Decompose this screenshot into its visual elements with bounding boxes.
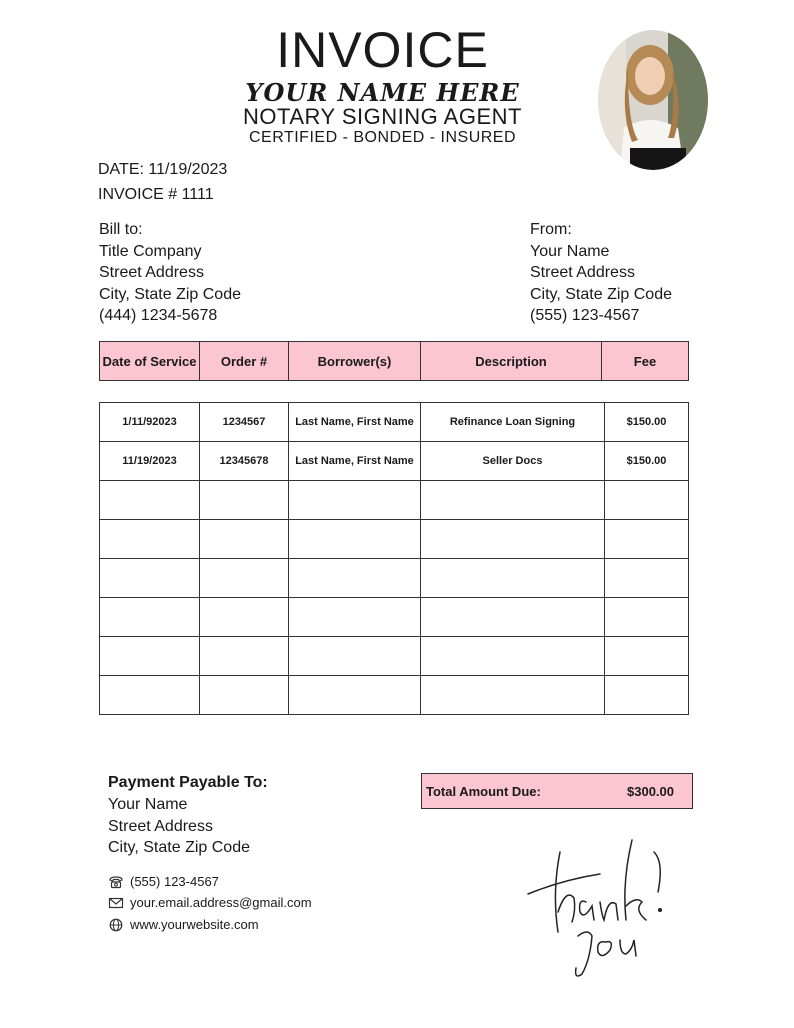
total-label: Total Amount Due: <box>426 783 541 799</box>
cell-borrower <box>289 481 421 520</box>
cell-date <box>100 676 200 715</box>
column-header-date: Date of Service <box>100 342 200 381</box>
from-label: From: <box>530 221 572 238</box>
cell-date <box>100 598 200 637</box>
table-row <box>100 403 689 442</box>
contact-website-text: www.yourwebsite.com <box>130 917 259 932</box>
invoice-number: INVOICE # 1111 <box>98 186 214 203</box>
cell-borrower <box>289 520 421 559</box>
cell-date <box>100 559 200 598</box>
mail-icon <box>108 895 124 911</box>
cell-date: 11/19/2023 <box>100 442 200 481</box>
cell-date: 1/11/92023 <box>100 403 200 442</box>
cell-order <box>200 676 289 715</box>
business-credentials: CERTIFIED - BONDED - INSURED <box>248 129 517 146</box>
cell-description <box>421 559 605 598</box>
from-line: Your Name <box>530 242 610 260</box>
cell-description <box>421 598 605 637</box>
cell-borrower <box>289 676 421 715</box>
cell-fee <box>605 559 689 598</box>
cell-description <box>421 676 605 715</box>
profile-photo <box>598 30 708 170</box>
bill-to-line: (444) 1234-5678 <box>99 307 218 324</box>
bill-to-line: Street Address <box>99 264 204 281</box>
cell-date <box>100 481 200 520</box>
cell-borrower <box>289 637 421 676</box>
table-row <box>100 520 689 559</box>
phone-icon <box>108 874 124 890</box>
contact-email <box>108 894 312 912</box>
from-line: City, State Zip Code <box>530 285 672 303</box>
payment-line: City, State Zip Code <box>108 839 250 856</box>
bill-to-label: Bill to: <box>99 221 143 238</box>
cell-date <box>100 637 200 676</box>
cell-description <box>421 637 605 676</box>
business-name: YOUR NAME HERE <box>245 78 520 107</box>
cell-fee <box>605 676 689 715</box>
thank-you-signature <box>522 832 678 982</box>
cell-date <box>100 520 200 559</box>
cell-description: Refinance Loan Signing <box>421 403 605 442</box>
payment-block <box>108 794 250 859</box>
total-value: $300.00 <box>627 783 674 799</box>
column-header-description: Description <box>421 342 602 381</box>
cell-borrower <box>289 598 421 637</box>
contact-phone-text: (555) 123-4567 <box>130 874 219 889</box>
invoice-title: INVOICE <box>276 22 489 78</box>
globe-icon <box>108 917 124 933</box>
bill-to-line: City, State Zip Code <box>99 285 241 303</box>
column-header-borrower: Borrower(s) <box>289 342 421 381</box>
cell-borrower <box>289 559 421 598</box>
cell-order <box>200 598 289 637</box>
from-block <box>530 219 672 327</box>
cell-description <box>421 520 605 559</box>
cell-description: Seller Docs <box>421 442 605 481</box>
cell-fee <box>605 481 689 520</box>
cell-order: 1234567 <box>200 403 289 442</box>
contact-phone <box>108 873 219 891</box>
from-line: Street Address <box>530 264 635 281</box>
table-row <box>100 676 689 715</box>
cell-order <box>200 520 289 559</box>
payment-line: Your Name <box>108 796 188 813</box>
bill-to-block <box>99 219 241 327</box>
contact-email-text: your.email.address@gmail.com <box>130 895 312 910</box>
table-row <box>100 481 689 520</box>
from-line: (555) 123-4567 <box>530 307 640 324</box>
cell-order: 12345678 <box>200 442 289 481</box>
cell-fee <box>605 598 689 637</box>
cell-order <box>200 481 289 520</box>
payment-title: Payment Payable To: <box>108 774 268 791</box>
total-amount-box <box>421 773 693 809</box>
bill-to-line: Title Company <box>99 242 202 260</box>
cell-fee <box>605 520 689 559</box>
cell-borrower: Last Name, First Name <box>289 442 421 481</box>
cell-description <box>421 481 605 520</box>
column-header-fee: Fee <box>602 342 689 381</box>
business-role: NOTARY SIGNING AGENT <box>243 104 522 129</box>
cell-fee: $150.00 <box>605 442 689 481</box>
cell-fee <box>605 637 689 676</box>
contact-website <box>108 916 259 934</box>
cell-order <box>200 559 289 598</box>
table-row <box>100 559 689 598</box>
payment-line: Street Address <box>108 817 213 835</box>
invoice-date: DATE: 11/19/2023 <box>98 161 228 178</box>
invoice-table-header <box>99 341 689 381</box>
cell-order <box>200 637 289 676</box>
cell-borrower: Last Name, First Name <box>289 403 421 442</box>
column-header-order: Order # <box>200 342 289 381</box>
table-row <box>100 637 689 676</box>
cell-fee: $150.00 <box>605 403 689 442</box>
table-row <box>100 442 689 481</box>
table-row <box>100 598 689 637</box>
invoice-table-body <box>99 402 689 715</box>
